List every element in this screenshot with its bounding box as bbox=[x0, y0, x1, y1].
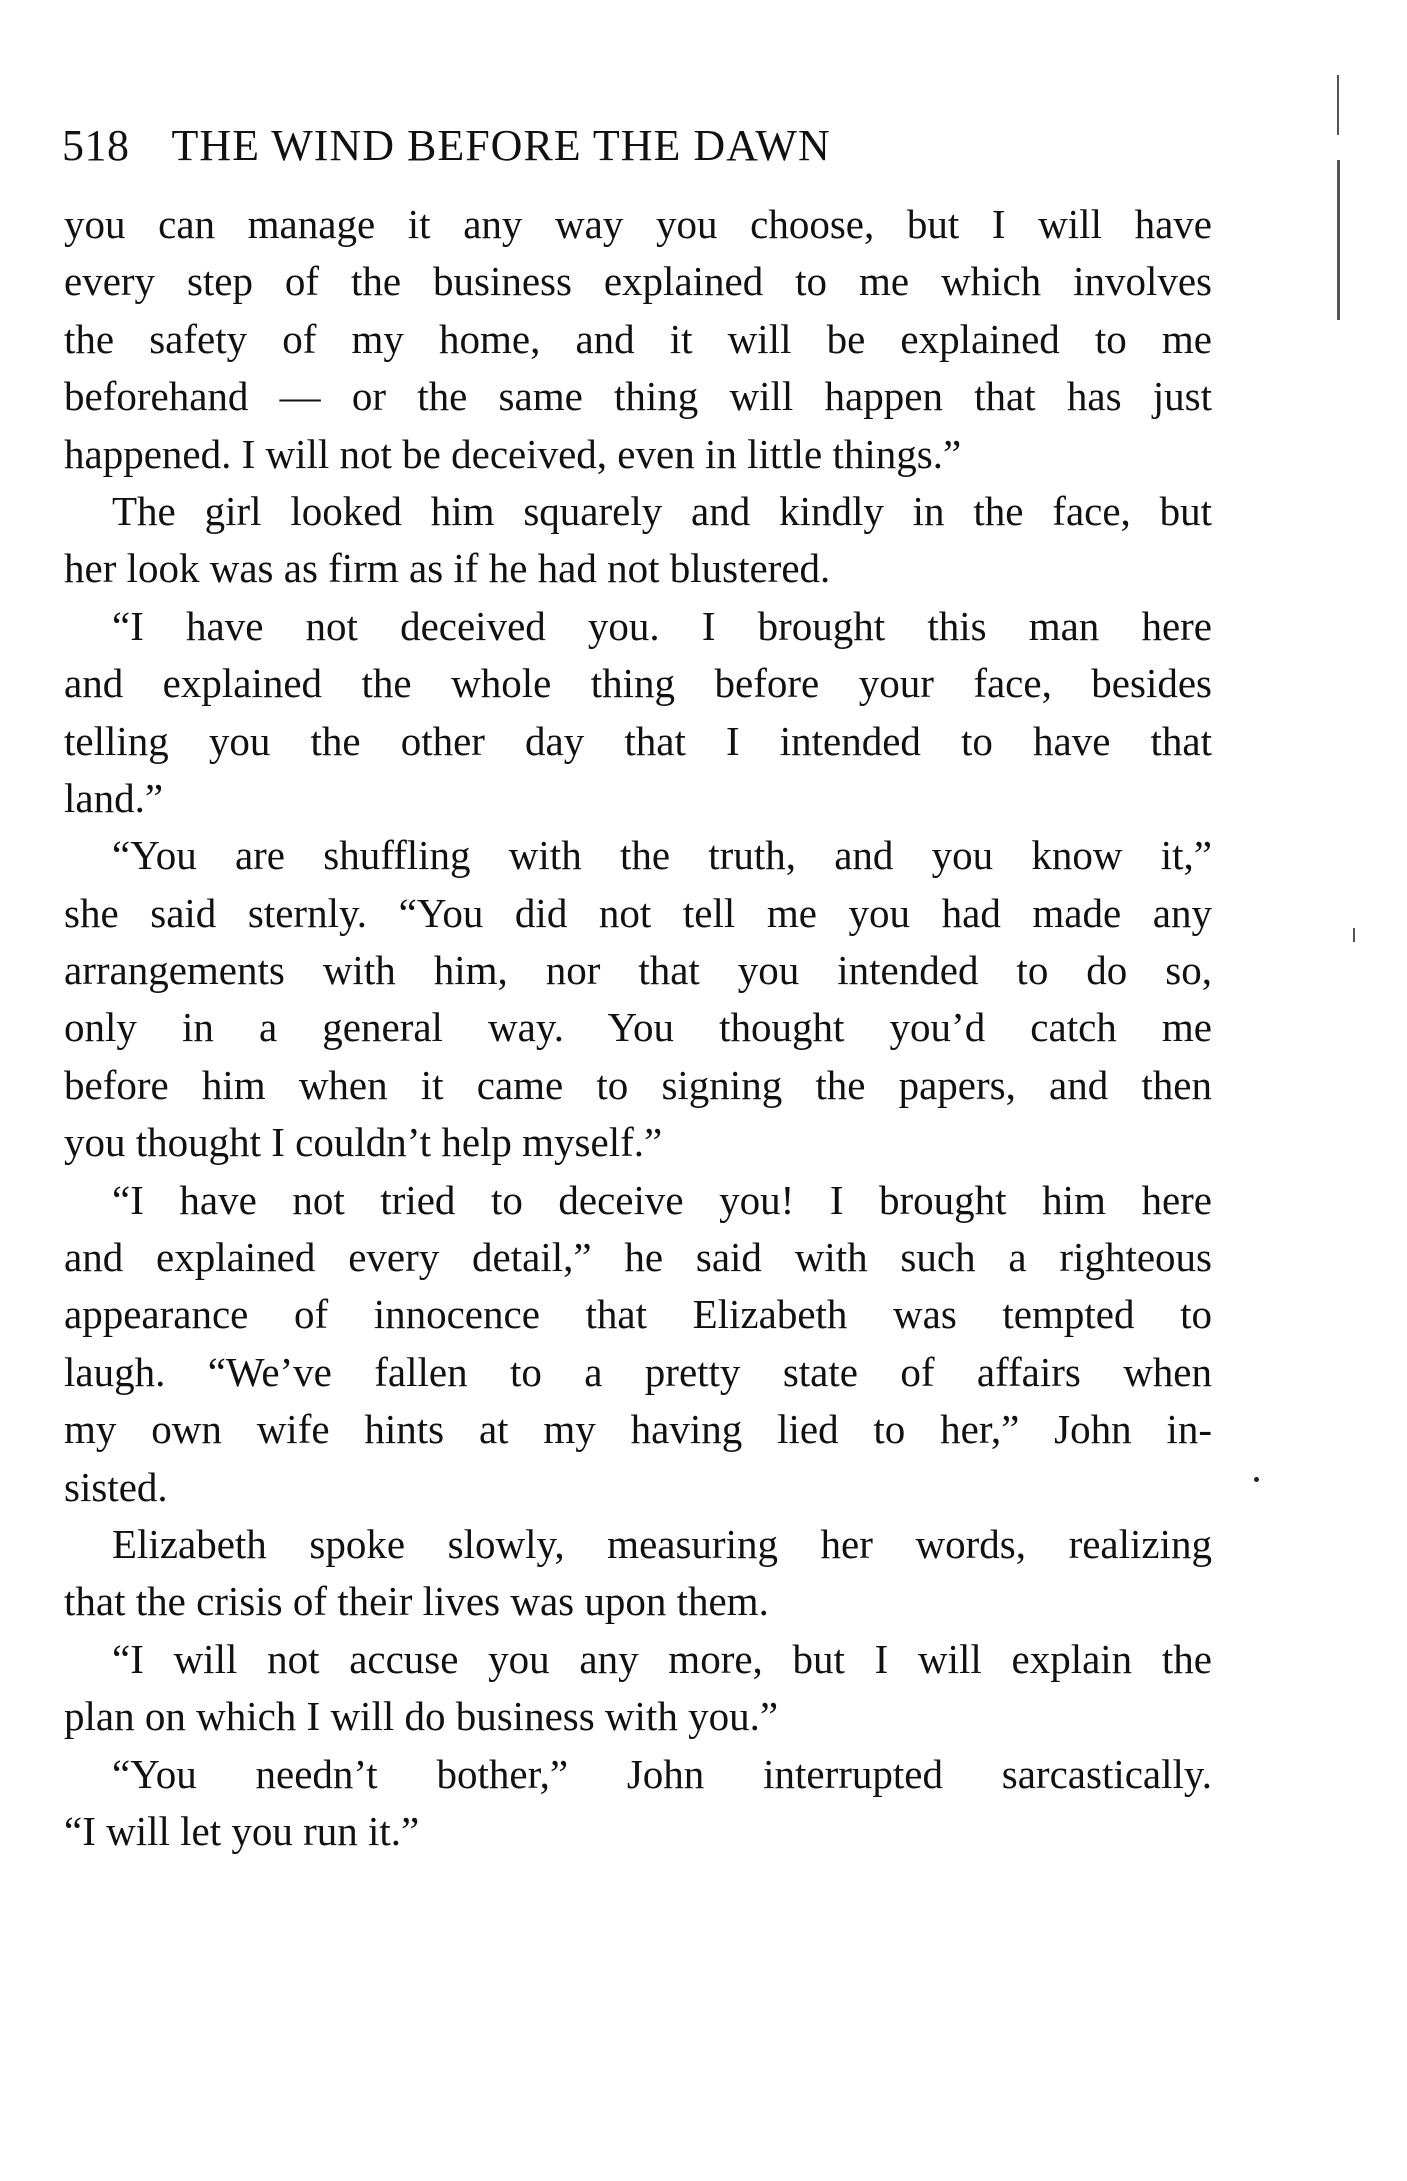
scan-edge-line bbox=[1337, 75, 1339, 135]
text-line: “I have not tried to deceive you! I brought him here bbox=[112, 1176, 1212, 1223]
text-line: “I will not accuse you any more, but I will explain the bbox=[112, 1635, 1212, 1682]
text-line: that the crisis of their lives was upon them. bbox=[64, 1578, 769, 1625]
running-head bbox=[62, 118, 1212, 174]
text-line: she said sternly. “You did not tell me you had made any bbox=[64, 889, 1212, 936]
text-line: and explained the whole thing before your face, besides bbox=[64, 660, 1212, 707]
text-line: before him when it came to signing the papers, and then bbox=[64, 1061, 1212, 1108]
scan-edge-line bbox=[1337, 160, 1340, 320]
text-line: “You needn’t bother,” John interrupted sarcastically. bbox=[112, 1750, 1212, 1797]
text-line: you thought I couldn’t help myself.” bbox=[64, 1119, 663, 1166]
page-number: 518 bbox=[62, 121, 130, 170]
text-line: appearance of innocence that Elizabeth was tempted to bbox=[64, 1291, 1212, 1338]
book-title: THE WIND BEFORE THE DAWN bbox=[171, 121, 831, 170]
text-line: arrangements with him, nor that you intended to do so, bbox=[64, 947, 1212, 994]
text-line: my own wife hints at my having lied to her,” John in- bbox=[64, 1406, 1212, 1453]
text-line: every step of the business explained to me which involves bbox=[64, 258, 1212, 305]
body-text bbox=[64, 196, 1212, 1860]
text-line: “You are shuffling with the truth, and you know it,” bbox=[112, 832, 1212, 879]
text-line: sisted. bbox=[64, 1463, 168, 1510]
text-line: Elizabeth spoke slowly, measuring her words, realizing bbox=[112, 1520, 1212, 1567]
text-line: “I will let you run it.” bbox=[64, 1807, 420, 1854]
text-line: plan on which I will do business with you.” bbox=[64, 1693, 779, 1740]
text-line: telling you the other day that I intended to have that bbox=[64, 717, 1212, 764]
text-line: land.” bbox=[64, 774, 164, 821]
text-line: laugh. “We’ve fallen to a pretty state of affairs when bbox=[64, 1348, 1212, 1395]
text-line: happened. I will not be deceived, even in little things.” bbox=[64, 430, 962, 477]
text-line: the safety of my home, and it will be explained to me bbox=[64, 315, 1212, 362]
text-line: The girl looked him squarely and kindly in the face, but bbox=[112, 487, 1212, 534]
text-line: only in a general way. You thought you’d catch me bbox=[64, 1004, 1212, 1051]
text-line: and explained every detail,” he said with such a righteous bbox=[64, 1234, 1212, 1281]
text-line: “I have not deceived you. I brought this man here bbox=[112, 602, 1212, 649]
text-line: you can manage it any way you choose, but I will have bbox=[64, 201, 1212, 247]
text-line: beforehand — or the same thing will happen that has just bbox=[64, 373, 1212, 420]
scan-speck bbox=[1353, 928, 1355, 942]
scan-speck bbox=[1254, 1477, 1259, 1482]
text-line: her look was as firm as if he had not blustered. bbox=[64, 545, 831, 592]
